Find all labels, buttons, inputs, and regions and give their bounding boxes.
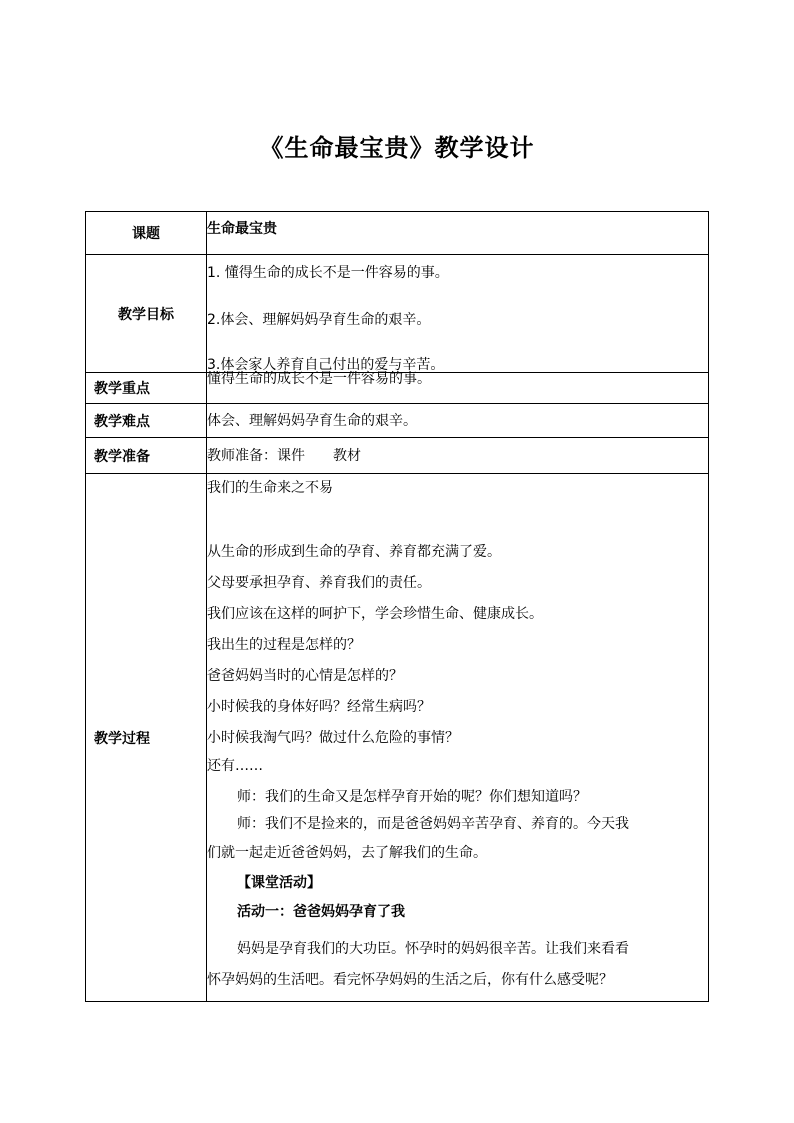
goals-list (207, 255, 708, 372)
goal-item-3: 3.体会家人养育自己付出的爱与辛苦。 (207, 357, 445, 373)
process-line: 我们的生命来之不易 (207, 480, 333, 496)
table-row-goals (86, 255, 709, 373)
preparation-label: 教学准备 (86, 438, 207, 474)
goals-label: 教学目标 (86, 255, 207, 373)
process-line: 从生命的形成到生命的孕育、养育都充满了爱。 (207, 544, 501, 560)
process-line: 爸爸妈妈当时的心情是怎样的？ (207, 668, 403, 684)
process-label: 教学过程 (86, 474, 207, 1002)
table-row-preparation (86, 438, 709, 474)
table-row-topic (86, 212, 709, 255)
process-line: 怀孕妈妈的生活吧。看完怀孕妈妈的生活之后，你有什么感受呢？ (207, 972, 613, 988)
process-line: 妈妈是孕育我们的大功臣。怀孕时的妈妈很辛苦。让我们来看看 (237, 941, 629, 957)
table-row-difficulty (86, 404, 709, 438)
key-point-value: 懂得生命的成长不是一件容易的事。 (207, 371, 431, 387)
goal-item-2: 2.体会、理解妈妈孕育生命的艰辛。 (207, 312, 431, 328)
process-activity-heading: 【课堂活动】 (237, 875, 321, 891)
difficulty-label: 教学难点 (86, 404, 207, 438)
lesson-plan-table (85, 211, 709, 1002)
goal-item-1: 1. 懂得生命的成长不是一件容易的事。 (207, 265, 449, 281)
process-activity-title: 活动一：爸爸妈妈孕育了我 (237, 904, 405, 920)
preparation-value: 教师准备：课件 教材 (207, 447, 361, 464)
process-line: 我出生的过程是怎样的？ (207, 637, 361, 653)
process-body (207, 474, 708, 1001)
process-line: 小时候我的身体好吗？经常生病吗？ (207, 699, 431, 715)
process-line: 师：我们的生命又是怎样孕育开始的呢？你们想知道吗？ (237, 789, 587, 805)
document-title: 《生命最宝贵》教学设计 (259, 134, 535, 162)
key-point-label: 教学重点 (86, 373, 207, 404)
process-line: 父母要承担孕育、养育我们的责任。 (207, 575, 431, 591)
process-line: 小时候我淘气吗？做过什么危险的事情？ (207, 730, 459, 746)
topic-value: 生命最宝贵 (207, 212, 709, 255)
process-line: 我们应该在这样的呵护下，学会珍惜生命、健康成长。 (207, 606, 543, 622)
topic-label: 课题 (86, 212, 207, 255)
process-line: 还有…… (207, 758, 263, 774)
difficulty-value: 体会、理解妈妈孕育生命的艰辛。 (207, 412, 417, 429)
process-line: 们就一起走近爸爸妈妈，去了解我们的生命。 (207, 845, 487, 861)
table-row-key-point (86, 373, 709, 404)
table-row-process (86, 474, 709, 1002)
process-line: 师：我们不是捡来的，而是爸爸妈妈辛苦孕育、养育的。今天我 (237, 816, 629, 832)
